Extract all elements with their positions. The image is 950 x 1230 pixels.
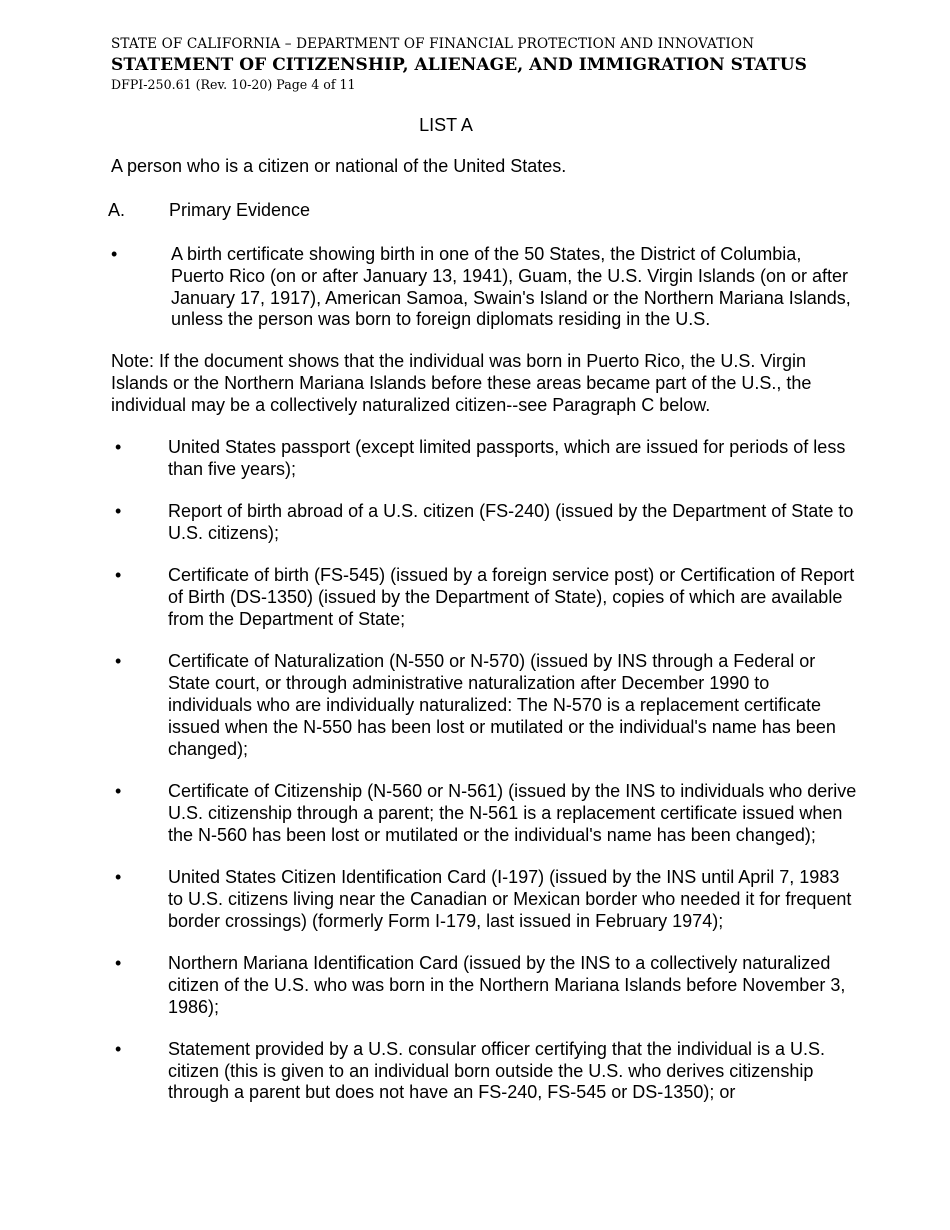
bullet-icon: • (111, 244, 118, 264)
list-item-text: Certificate of Naturalization (N-550 or N-570) (issued by INS through a Federal or State court, or through administrative naturalization after December 1990 to individuals who are individually naturalized: The N-570 is a replacement certificate issued when the N-550 has been lost or mutilated or the individual's name has been changed); (168, 651, 836, 759)
intro-text: A person who is a citizen or national of the United States. (111, 156, 567, 176)
list-item (115, 437, 860, 481)
bullet-icon: • (115, 1038, 122, 1059)
list-item-text: Statement provided by a U.S. consular officer certifying that the individual is a U.S. citizen (this is given to an individual born outside the U.S. who derives citizenship through a parent but does not have an FS-240, FS-545 or DS-1350); or (168, 1038, 825, 1103)
list-item (115, 651, 860, 760)
section-title: Primary Evidence (169, 200, 311, 220)
bullet-icon: • (115, 501, 122, 522)
list-item (115, 867, 860, 932)
bullet-icon: • (115, 780, 122, 801)
section-letter: A. (108, 200, 126, 220)
list-item (115, 565, 860, 630)
list-item-text: Certificate of Citizenship (N-560 or N-561) (issued by the INS to individuals who derive U.S. citizenship through a parent; the N-561 is a replacement certificate issued when the N-560 has been lost or mutilated or the individual's name has been changed); (168, 780, 857, 845)
list-item-text: United States passport (except limited passports, which are issued for periods of less than five years); (168, 437, 846, 479)
list-title: LIST A (419, 115, 473, 135)
bullet-icon: • (115, 437, 122, 457)
form-title: STATEMENT OF CITIZENSHIP, ALIENAGE, AND IMMIGRATION STATUS (111, 55, 807, 75)
list-item-text: Report of birth abroad of a U.S. citizen (FS-240) (issued by the Department of State to U.S. citizens); (168, 501, 854, 543)
list-item-text: A birth certificate showing birth in one of the 50 States, the District of Columbia, Puerto Rico (on or after January 13, 1941), Guam, the U.S. Virgin Islands (on or after January 17, 1917), American Samoa, Swain's Island or the Northern Mariana Islands, unless the person was born to foreign diplomats residing in the U.S. (171, 244, 851, 330)
list-item (115, 953, 860, 1018)
agency-header: STATE OF CALIFORNIA – DEPARTMENT OF FINANCIAL PROTECTION AND INNOVATION (111, 36, 755, 52)
list-item (115, 501, 860, 545)
form-number: DFPI-250.61 (Rev. 10-20) Page 4 of 11 (111, 77, 356, 92)
bullet-icon: • (115, 952, 122, 973)
evidence-list (115, 437, 860, 1125)
list-item (115, 781, 860, 846)
list-item-text: Certificate of birth (FS-545) (issued by a foreign service post) or Certification of Report of Birth (DS-1350) (issued by the Department of State), copies of which are available from the Department of State; (168, 565, 855, 629)
list-item-text: United States Citizen Identification Card (I-197) (issued by the INS until April 7, 1983 to U.S. citizens living near the Canadian or Mexican border who needed it for frequent border crossings) (formerly Form I-179, last issued in February 1974); (168, 866, 852, 931)
bullet-icon: • (115, 565, 122, 586)
list-item (115, 1039, 860, 1104)
bullet-icon: • (115, 651, 122, 672)
list-item-text: Northern Mariana Identification Card (issued by the INS to a collectively naturalized citizen of the U.S. who was born in the Northern Mariana Islands before November 3, 1986); (168, 952, 846, 1017)
bullet-icon: • (115, 866, 122, 887)
note-paragraph: Note: If the document shows that the individual was born in Puerto Rico, the U.S. Virgin Islands or the Northern Mariana Islands before these areas became part of the U.S., the individual may be a collectively naturalized citizen--see Paragraph C below. (111, 351, 812, 415)
